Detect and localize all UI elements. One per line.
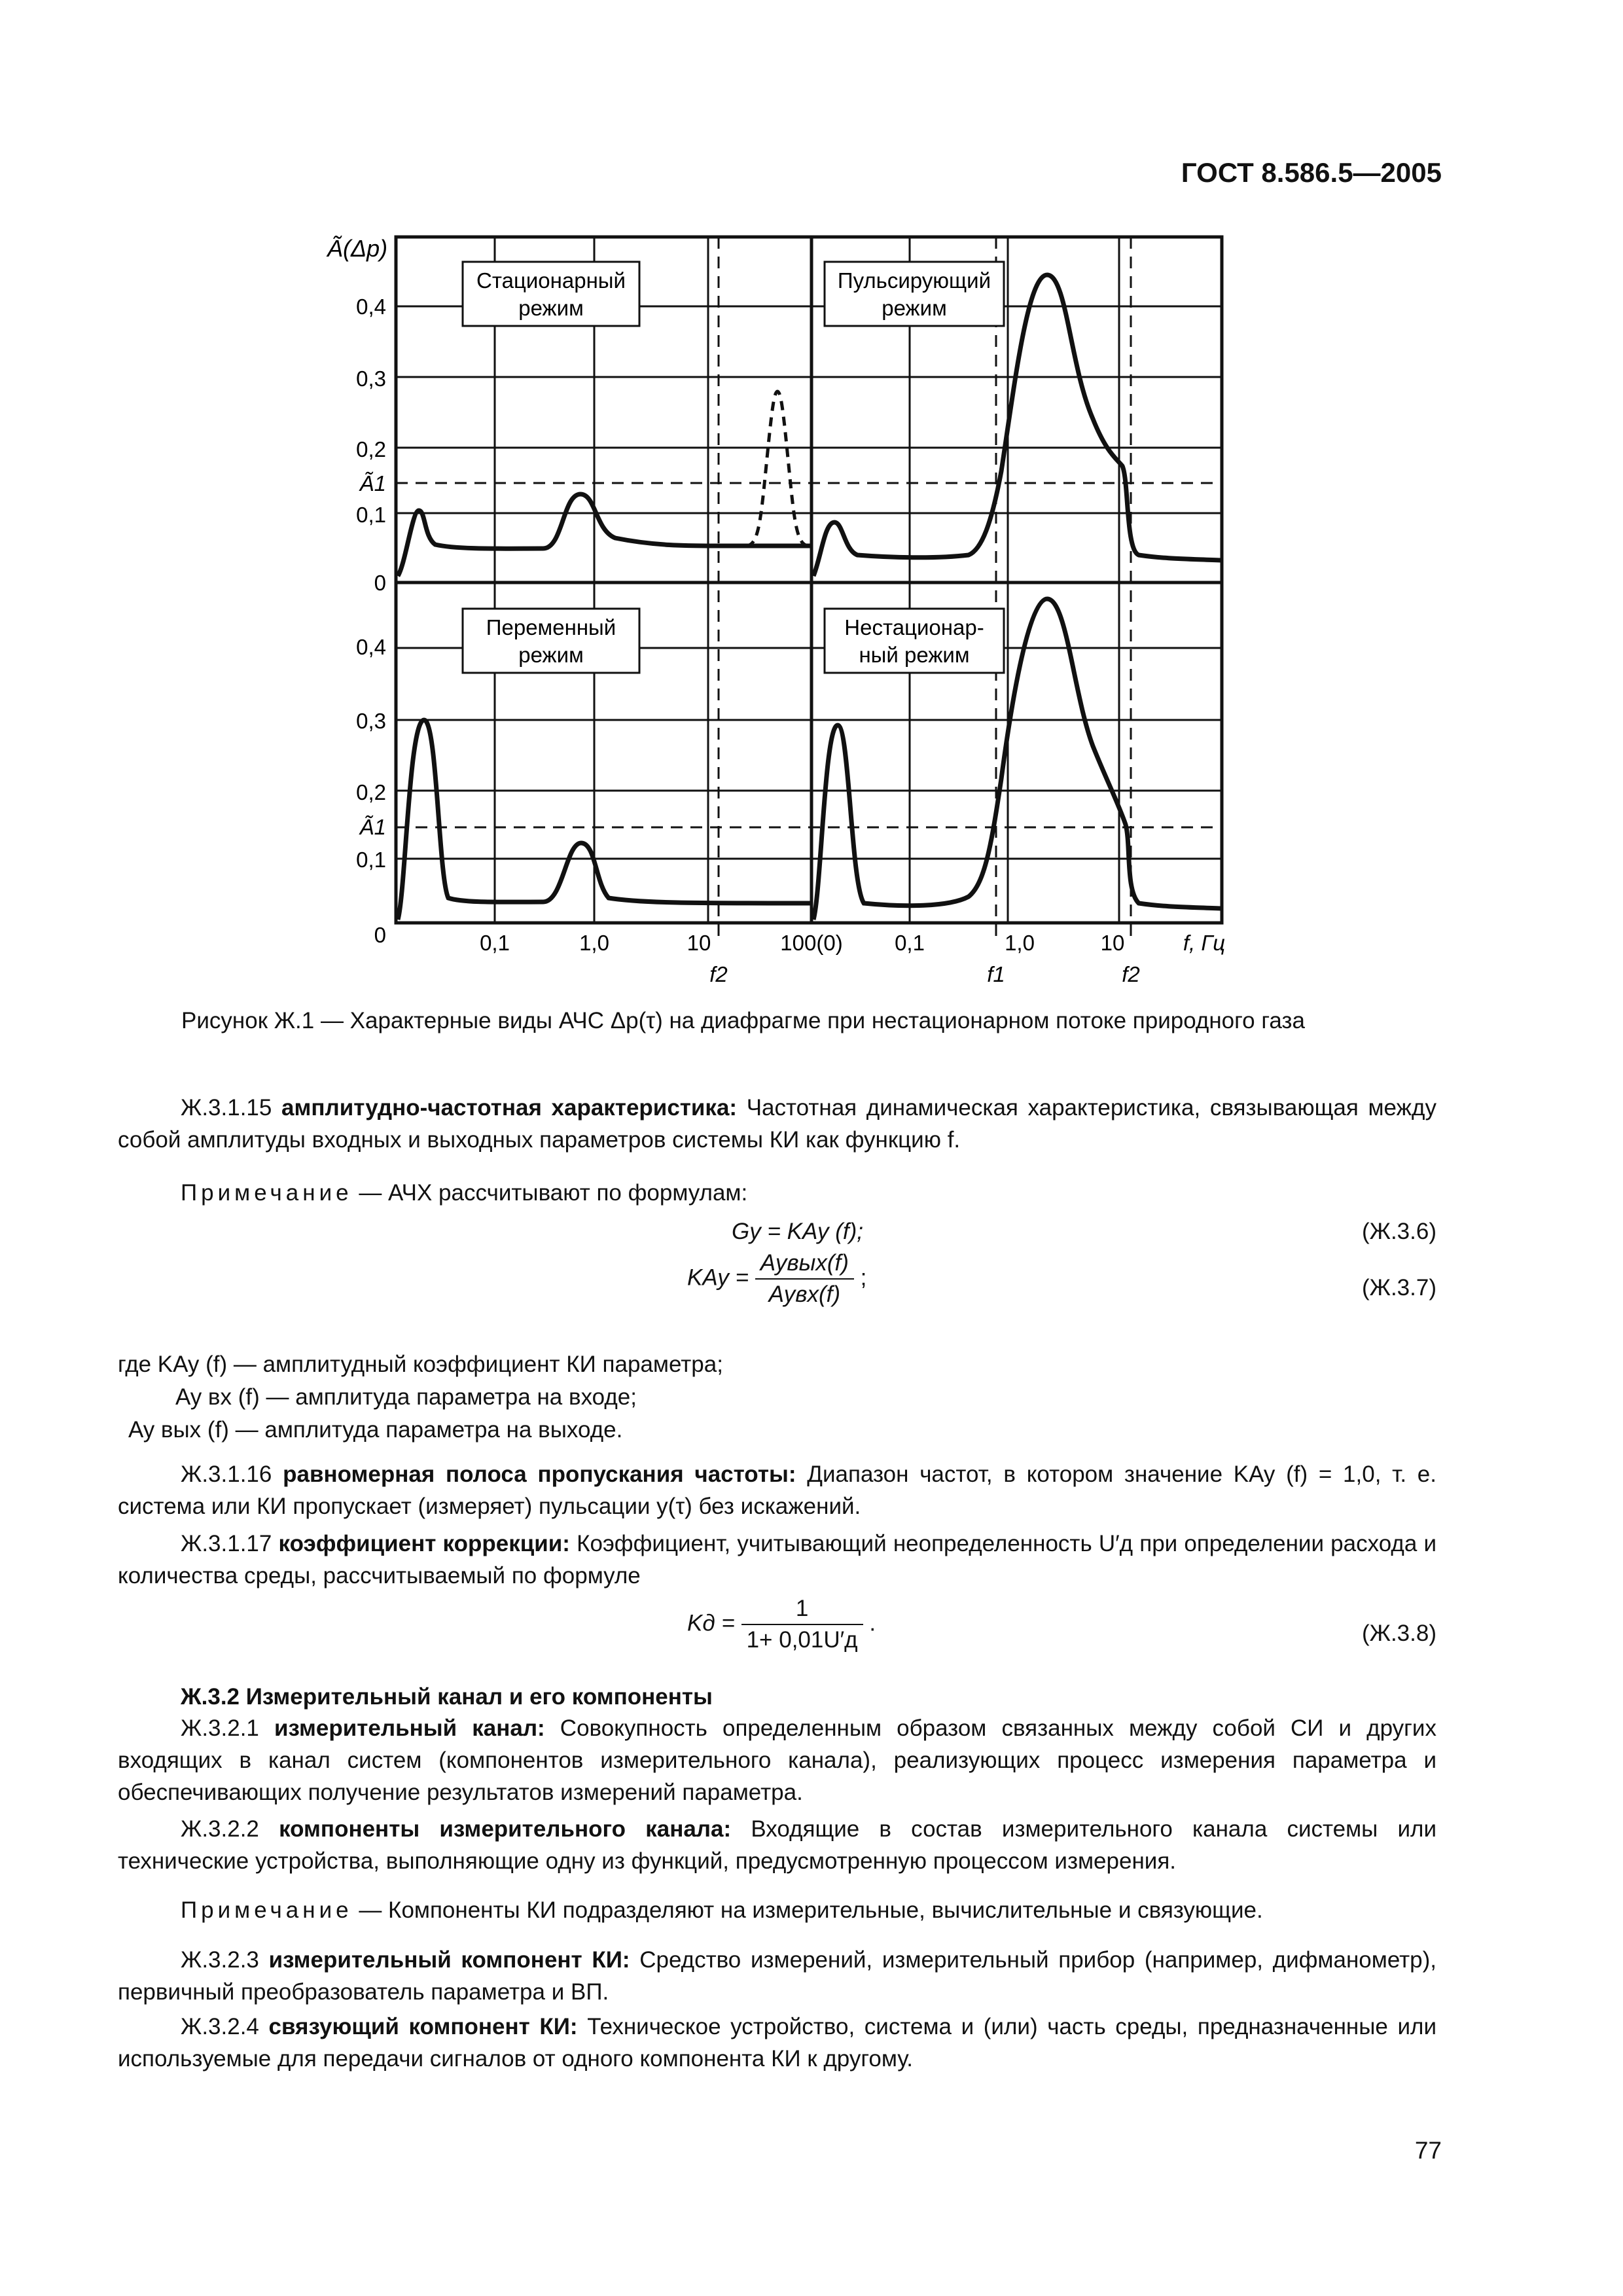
figure-caption: Рисунок Ж.1 — Характерные виды АЧС Δp(τ) на диафрагме при нестационарном потоке природного газа [181, 1008, 1305, 1033]
equation-3-6-number: (Ж.3.6) [1361, 1219, 1436, 1244]
equation-3-6: Gy = KAy (f); [732, 1219, 863, 1244]
y-axis-label: Ã(Δp) [327, 235, 388, 262]
y-tick: 0,3 [356, 367, 386, 391]
y-tick: 0,1 [356, 503, 386, 527]
f2-label-right: f2 [1122, 962, 1140, 986]
where-block [118, 1348, 723, 1446]
x-tick: 0,1 [895, 931, 925, 955]
label-stationary-2: режим [518, 296, 584, 320]
standard-header: ГОСТ 8.586.5—2005 [1181, 157, 1442, 188]
curve-stationary [398, 494, 810, 576]
note-2: Примечание — Компоненты КИ подразделяют на измерительные, вычислительные и связующие. [181, 1897, 1263, 1923]
frequency-response-figure [288, 223, 1309, 995]
y-ticks-bottom [356, 635, 386, 947]
f1-label: f1 [987, 962, 1005, 986]
label-nonstationary-1: Нестационар- [844, 615, 984, 639]
curves [398, 275, 1221, 920]
y-tick: Ã1 [359, 471, 386, 495]
label-nonstationary-2: ный режим [859, 643, 970, 667]
y-ticks-top [356, 295, 386, 595]
paragraph-3-2-1: Ж.3.2.1 измерительный канал: Совокупность определенным образом связанных между собой СИ и других входящих в канал систем (компонентов измерительного канала), реализующих процесс измерения параметра и обеспечивающих получение результатов измерений параметра. [118, 1715, 1436, 1805]
curve-variable [398, 720, 810, 920]
paragraph-3-1-15: Ж.3.1.15 амплитудно-частотная характеристика: Частотная динамическая характеристика, связывающая между собой амплитуды входных и выходных параметров системы КИ как функцию f. [118, 1095, 1436, 1153]
paragraph-3-2-3: Ж.3.2.3 измерительный компонент КИ: Средство измерений, измерительный прибор (например, дифманометр), первичный преобразователь параметра и ВП. [118, 1947, 1436, 2005]
x-tick: 1,0 [1005, 931, 1035, 955]
label-stationary-1: Стационарный [476, 268, 626, 293]
x-ticks [480, 931, 1225, 986]
y-tick: 0 [374, 923, 386, 947]
x-tick: 1,0 [579, 931, 609, 955]
y-tick: 0,2 [356, 437, 386, 461]
where-line-1: где KAy (f) — амплитудный коэффициент КИ параметра; [118, 1352, 723, 1377]
equation-3-7: KAy = $\frac{\text{Ayвых(f)}}{\text{Ayвх(f)}}$ ; [687, 1250, 867, 1307]
y-tick: 0,4 [356, 295, 386, 319]
paragraph-3-1-17: Ж.3.1.17 коэффициент коррекции: Коэффициент, учитывающий неопределенность U′д при определении расхода и количества среды, рассчитываемый по формуле [118, 1531, 1436, 1588]
dashed-lines [396, 237, 1222, 942]
y-tick: 0,2 [356, 780, 386, 804]
f2-label-left: f2 [709, 962, 728, 986]
label-pulsating-1: Пульсирующий [837, 268, 991, 293]
equation-3-7-number: (Ж.3.7) [1361, 1275, 1436, 1300]
equation-3-8: Kд = $\frac{1}{1+ 0,01U'д}$ . [687, 1596, 876, 1653]
y-tick: Ã1 [359, 815, 386, 839]
y-tick: 0,1 [356, 848, 386, 872]
x-tick: 0,1 [480, 931, 510, 955]
label-pulsating-2: режим [882, 296, 947, 320]
paragraph-3-2-2: Ж.3.2.2 компоненты измерительного канала: Входящие в состав измерительного канала системы или технические устройства, выполняющие одну из функций, предусмотренную процессом измерения. [118, 1816, 1436, 1874]
x-tick: 10 [1100, 931, 1125, 955]
y-tick: 0,3 [356, 709, 386, 733]
paragraph-3-1-16: Ж.3.1.16 равномерная полоса пропускания частоты: Диапазон частот, в котором значение KAy (f) = 1,0, т. е. система или КИ пропускает (измеряет) пульсации y(τ) без искажений. [118, 1462, 1436, 1519]
y-tick: 0 [374, 571, 386, 595]
x-tick: 10 [687, 931, 711, 955]
label-variable-1: Переменный [486, 615, 616, 639]
section-3-2-heading: Ж.3.2 Измерительный канал и его компоненты [181, 1684, 713, 1710]
note-1: Примечание — АЧХ рассчитывают по формулам: [181, 1180, 748, 1206]
x-axis-unit: f, Гц [1183, 931, 1226, 955]
where-line-2: Ay вх (f) — амплитуда параметра на входе; [175, 1384, 637, 1410]
paragraph-3-2-4: Ж.3.2.4 связующий компонент КИ: Техническое устройство, система и (или) часть среды, предназначенные или используемые для передачи сигналов от одного компонента КИ к другому. [118, 2014, 1436, 2072]
x-tick: 100(0) [780, 931, 843, 955]
page-number: 77 [1414, 2137, 1442, 2164]
panel-labels [463, 262, 1004, 673]
label-variable-2: режим [518, 643, 584, 667]
grid [396, 237, 1222, 923]
y-tick: 0,4 [356, 635, 386, 659]
where-line-3: Ay вых (f) — амплитуда параметра на выходе. [128, 1417, 623, 1443]
curve-dashed-peak [746, 391, 809, 546]
equation-3-8-number: (Ж.3.8) [1361, 1621, 1436, 1646]
